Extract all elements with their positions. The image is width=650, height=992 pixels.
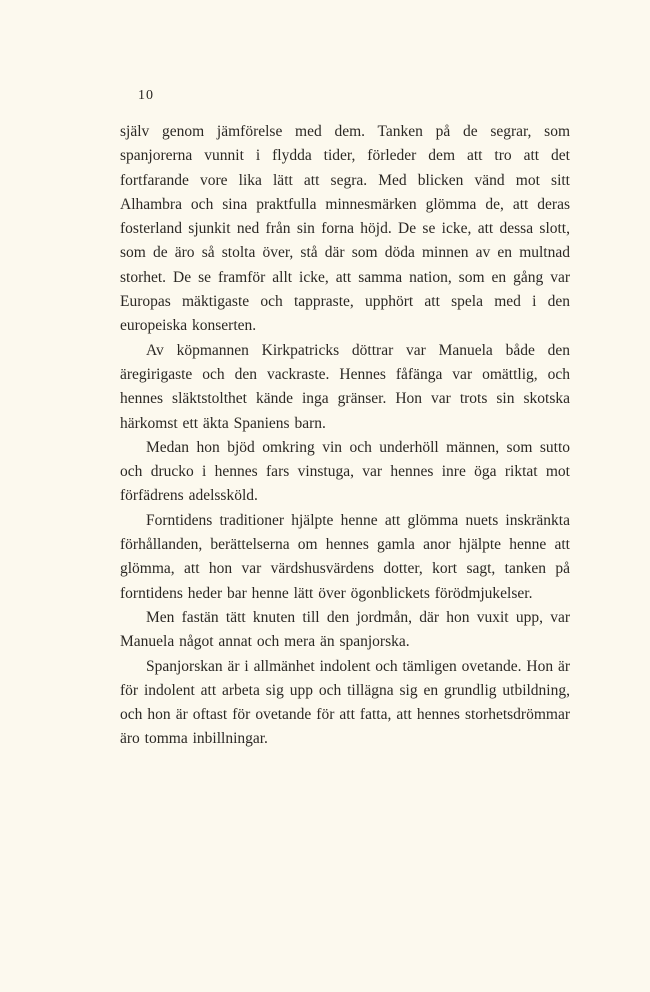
paragraph: Spanjorskan är i allmänhet indolent och tämligen ovetande. Hon är för indolent att arbeta sig upp och tillägna sig en grundlig utbildning, och hon är oftast för ovetande för att fatta, att hennes storhetsdrömmar äro tomma inbillningar. xyxy=(120,657,570,748)
paragraph: själv genom jämförelse med dem. Tanken på de segrar, som spanjorerna vunnit i flydda tider, förleder dem att tro att det fortfarande vore lika lätt att segra. Med blicken vänd mot sitt Alhambra och sina praktfulla minnesmärken glömma de, att deras fosterland sjunkit ned från sin forna höjd. De se icke, att dessa slott, som de äro så stolta över, stå där som döda minnen av en multnad storhet. De se framför allt icke, att samma nation, som en gång var Europas mäktigaste och tappraste, upphört att spela med i den europeiska konserten. xyxy=(120,123,570,335)
page-number: 10 xyxy=(138,88,154,103)
body-text xyxy=(120,120,570,752)
paragraph: Forntidens traditioner hjälpte henne att glömma nuets inskränkta förhållanden, berättelserna om hennes gamla anor hjälpte henne att glömma, att hon var värdshusvärdens dotter, kort sagt, tanken på forntidens heder bar henne lätt över ögonblickets förödmjukelser. xyxy=(120,511,570,602)
paragraph: Medan hon bjöd omkring vin och underhöll männen, som sutto och drucko i hennes fars vinstuga, var hennes inre öga riktat mot förfädrens adelssköld. xyxy=(120,438,570,505)
paragraph: Men fastän tätt knuten till den jordmån, där hon vuxit upp, var Manuela något annat och mera än spanjorska. xyxy=(120,608,570,651)
paragraph: Av köpmannen Kirkpatricks döttrar var Manuela både den äregirigaste och den vackraste. Hennes fåfänga var omättlig, och hennes släktstolthet kände inga gränser. Hon var trots sin skotska härkomst ett äkta Spaniens barn. xyxy=(120,341,570,432)
